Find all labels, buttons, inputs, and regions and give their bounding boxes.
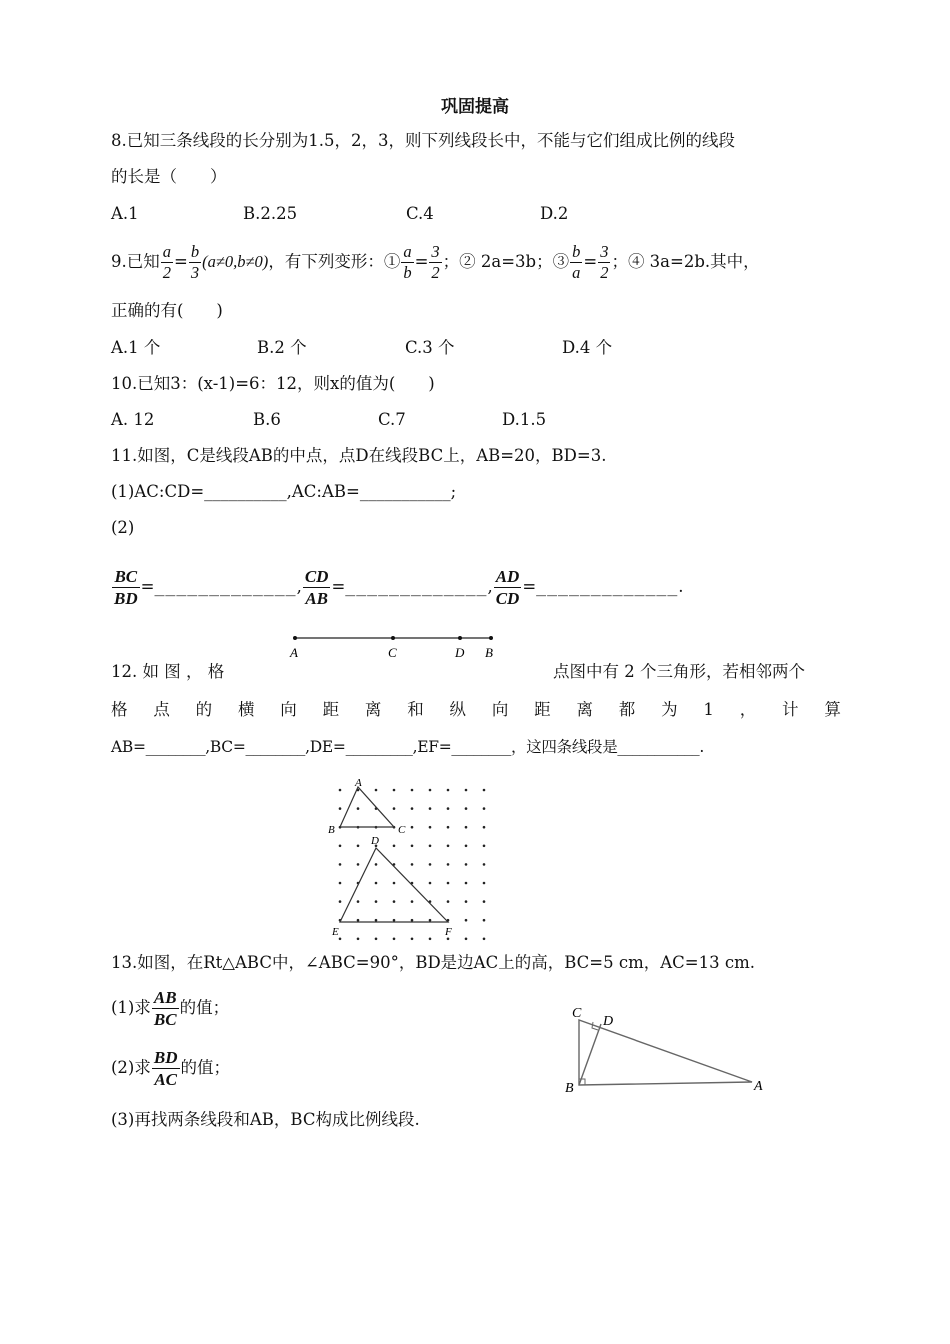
q11-blank-1: _____________ bbox=[154, 577, 297, 596]
q11-frac-ad-cd bbox=[494, 566, 522, 609]
grid-dot bbox=[411, 807, 414, 810]
q11-frac-bc-bd bbox=[112, 566, 140, 609]
q12-w1: 点 bbox=[153, 700, 170, 719]
grid-dot bbox=[483, 919, 486, 922]
q12-w6: 离 bbox=[364, 700, 382, 719]
grid-dot bbox=[483, 938, 486, 941]
q11-end: . bbox=[678, 577, 684, 596]
grid-dot bbox=[429, 845, 432, 848]
q12-w3: 横 bbox=[237, 700, 255, 719]
grid-dot bbox=[483, 900, 486, 903]
grid-dot bbox=[483, 826, 486, 829]
q13-frac-ab-bc-den: BC bbox=[153, 1010, 177, 1029]
q12-w13: 为 bbox=[661, 700, 678, 719]
q11-frac-cd-ab bbox=[303, 566, 331, 609]
grid-dot bbox=[357, 863, 360, 866]
q12-w16: 计 bbox=[782, 700, 799, 719]
q10-option-c: C.7 bbox=[378, 410, 406, 429]
grid-label-b: B bbox=[328, 824, 335, 836]
grid-dot bbox=[429, 807, 432, 810]
grid-dot bbox=[483, 807, 486, 810]
q9-stem-line2: 正确的有( ) bbox=[111, 301, 223, 320]
q11-part2-label: (2) bbox=[111, 518, 135, 537]
grid-dot bbox=[411, 789, 414, 792]
grid-dot bbox=[357, 938, 360, 941]
grid-label-a: A bbox=[355, 777, 362, 789]
grid-dot bbox=[429, 919, 432, 922]
grid-dot bbox=[357, 919, 360, 922]
q11-part2-fractions bbox=[111, 564, 684, 610]
grid-dot bbox=[429, 863, 432, 866]
q9-frac-32-a bbox=[429, 242, 441, 283]
q12-w14: 1 bbox=[703, 700, 714, 719]
q11-part1: (1)AC:CD=__________,AC:AB=___________; bbox=[111, 482, 457, 501]
q11-stem: 11.如图，C是线段AB的中点，点D在线段BC上，AB=20，BD=3. bbox=[111, 446, 607, 465]
q8-stem-line2: 的长是（ ） bbox=[111, 167, 227, 186]
q9-frac-a2 bbox=[161, 242, 173, 283]
q12-line3: AB=________,BC=________,DE=_________,EF=________，这四条线段是___________. bbox=[111, 738, 704, 756]
grid-dot bbox=[447, 900, 450, 903]
q11-frac-cd-ab-num: CD bbox=[304, 567, 329, 586]
grid-dot bbox=[339, 845, 342, 848]
q12-w15: ， bbox=[739, 700, 757, 719]
label-a: A bbox=[290, 645, 298, 660]
tri-label-d: D bbox=[603, 1014, 614, 1029]
grid-dot bbox=[483, 845, 486, 848]
q11-eq-1: = bbox=[140, 577, 155, 596]
grid-dot bbox=[429, 789, 432, 792]
point-b bbox=[489, 636, 493, 640]
q8-option-a: A.1 bbox=[111, 204, 139, 223]
q12-w9: 向 bbox=[491, 700, 509, 719]
grid-dot bbox=[429, 826, 432, 829]
q9-option-a: A.1 个 bbox=[111, 338, 161, 357]
grid-dot bbox=[357, 900, 360, 903]
grid-dot bbox=[339, 863, 342, 866]
grid-dot bbox=[411, 826, 414, 829]
q12-w0: 格 bbox=[111, 700, 128, 719]
q9-stem-line1 bbox=[111, 240, 760, 284]
q9-t3-eq: = bbox=[583, 252, 598, 271]
label-d: D bbox=[455, 645, 465, 660]
q9-eq: = bbox=[174, 252, 188, 271]
grid-dot bbox=[483, 882, 486, 885]
q9-frac-ab-num: a bbox=[403, 242, 412, 261]
q12-w2: 的 bbox=[195, 700, 213, 719]
grid-dot bbox=[447, 807, 450, 810]
q10-option-d: D.1.5 bbox=[502, 410, 547, 429]
q12-w8: 纵 bbox=[449, 700, 466, 719]
q12-w5: 距 bbox=[322, 700, 340, 719]
grid-dot bbox=[375, 938, 378, 941]
q9-frac-32-b-den: 2 bbox=[600, 263, 609, 282]
q9-frac-a2-den: 2 bbox=[162, 263, 171, 282]
q9-frac-ab-den: b bbox=[403, 263, 412, 282]
grid-dot bbox=[447, 826, 450, 829]
q13-part2 bbox=[111, 1046, 230, 1090]
grid-dot bbox=[339, 882, 342, 885]
grid-dot bbox=[465, 807, 468, 810]
q9-prefix: 9.已知 bbox=[111, 252, 160, 271]
grid-dot bbox=[465, 882, 468, 885]
triangle-abc bbox=[340, 787, 394, 827]
q13-part3: (3)再找两条线段和AB，BC构成比例线段. bbox=[111, 1110, 420, 1129]
q11-blank-2: _____________ bbox=[345, 577, 488, 596]
q9-t4: ；④ 3a=2b.其中， bbox=[611, 252, 760, 271]
grid-dot bbox=[465, 919, 468, 922]
grid-dot bbox=[411, 900, 414, 903]
grid-dot bbox=[393, 919, 396, 922]
point-d bbox=[458, 636, 462, 640]
grid-dot bbox=[429, 882, 432, 885]
q8-stem-line1: 8.已知三条线段的长分别为1.5，2，3，则下列线段长中，不能与它们组成比例的线段 bbox=[111, 131, 735, 150]
q12-w10: 距 bbox=[534, 700, 551, 719]
q10-option-b: B.6 bbox=[253, 410, 281, 429]
q9-frac-b3-num: b bbox=[190, 242, 200, 261]
grid-dot bbox=[393, 882, 396, 885]
grid-dot bbox=[393, 845, 396, 848]
q11-frac-bc-bd-num: BC bbox=[112, 566, 140, 588]
grid-dot bbox=[465, 845, 468, 848]
grid-label-c: C bbox=[398, 824, 406, 836]
point-a bbox=[293, 636, 297, 640]
q9-frac-ba-den: a bbox=[572, 263, 581, 282]
q8-option-b: B.2.25 bbox=[243, 204, 298, 223]
q9-option-c: C.3 个 bbox=[405, 338, 455, 357]
q11-frac-bc-bd-den: BD bbox=[114, 589, 138, 608]
q9-frac-ba bbox=[570, 242, 582, 283]
grid-dot bbox=[411, 919, 414, 922]
grid-dot bbox=[339, 807, 342, 810]
grid-dot bbox=[393, 789, 396, 792]
q10-option-a: A. 12 bbox=[111, 410, 155, 429]
q8-option-d: D.2 bbox=[540, 204, 569, 223]
grid-dot bbox=[393, 807, 396, 810]
grid-dot bbox=[465, 938, 468, 941]
grid-dot bbox=[447, 863, 450, 866]
tri-label-b: B bbox=[565, 1081, 574, 1096]
grid-dot bbox=[447, 882, 450, 885]
point-c bbox=[391, 636, 395, 640]
grid-dot bbox=[411, 863, 414, 866]
q11-sep-1: , bbox=[296, 577, 302, 596]
grid-dot bbox=[375, 863, 378, 866]
label-b: B bbox=[485, 645, 493, 660]
q11-segment-figure bbox=[280, 628, 510, 662]
q11-frac-ad-cd-num: AD bbox=[495, 567, 520, 586]
grid-dot bbox=[465, 826, 468, 829]
q10-stem: 10.已知3：(x-1)=6：12，则x的值为( ) bbox=[111, 374, 435, 393]
grid-dot bbox=[339, 900, 342, 903]
q9-condition: (a≠0,b≠0) bbox=[202, 252, 269, 271]
q11-sep-2: , bbox=[487, 577, 493, 596]
grid-dot bbox=[483, 789, 486, 792]
q13-p1-suffix: 的值； bbox=[179, 998, 230, 1017]
q13-p1-prefix: (1)求 bbox=[111, 998, 151, 1017]
q9-frac-32-b-num: 3 bbox=[600, 242, 609, 261]
triangle-def bbox=[340, 848, 448, 922]
grid-dot bbox=[375, 789, 378, 792]
q9-option-d: D.4 个 bbox=[562, 338, 613, 357]
tri-label-c: C bbox=[572, 1006, 582, 1021]
q11-blank-3: _____________ bbox=[536, 577, 679, 596]
grid-dot bbox=[357, 807, 360, 810]
grid-dot bbox=[411, 845, 414, 848]
label-c: C bbox=[388, 645, 397, 660]
q13-frac-bd-ac-num: BD bbox=[153, 1048, 178, 1067]
grid-dot bbox=[393, 938, 396, 941]
grid-dot bbox=[375, 882, 378, 885]
grid-dot bbox=[393, 900, 396, 903]
q11-eq-2: = bbox=[331, 577, 346, 596]
grid-dot bbox=[465, 789, 468, 792]
q13-part1 bbox=[111, 986, 229, 1030]
q13-frac-bd-ac-den: AC bbox=[154, 1070, 178, 1089]
grid-dot bbox=[411, 938, 414, 941]
grid-dot bbox=[357, 845, 360, 848]
q9-frac-ab bbox=[401, 242, 413, 283]
q9-t1-eq: = bbox=[414, 252, 429, 271]
grid-label-f: F bbox=[445, 926, 452, 938]
q9-frac-b3 bbox=[189, 242, 201, 283]
q9-frac-b3-den: 3 bbox=[190, 263, 200, 282]
grid-dot bbox=[339, 789, 342, 792]
grid-dot bbox=[339, 938, 342, 941]
grid-label-e: E bbox=[332, 926, 339, 938]
grid-dot bbox=[483, 863, 486, 866]
grid-dot bbox=[465, 863, 468, 866]
q12-grid-figure bbox=[320, 776, 500, 948]
q9-option-b: B.2 个 bbox=[257, 338, 307, 357]
grid-dot bbox=[375, 900, 378, 903]
grid-dots bbox=[339, 789, 486, 940]
q11-eq-3: = bbox=[522, 577, 537, 596]
q9-frac-32-a-num: 3 bbox=[431, 242, 440, 261]
q12-line1-right: 点图中有 2 个三角形，若相邻两个 bbox=[553, 662, 805, 681]
q12-line2 bbox=[111, 699, 841, 721]
q12-w17: 算 bbox=[824, 700, 841, 719]
altitude-bd bbox=[579, 1024, 601, 1085]
q8-option-c: C.4 bbox=[406, 204, 434, 223]
q12-w12: 都 bbox=[618, 700, 636, 719]
q9-frac-a2-num: a bbox=[162, 242, 171, 261]
q13-frac-bd-ac bbox=[152, 1047, 180, 1090]
q9-frac-32-b bbox=[598, 242, 610, 283]
triangle-abc-right bbox=[579, 1020, 752, 1085]
q12-w4: 向 bbox=[280, 700, 297, 719]
grid-label-d: D bbox=[371, 835, 379, 847]
q12-w7: 和 bbox=[407, 700, 424, 719]
q12-w11: 离 bbox=[576, 700, 593, 719]
q11-frac-cd-ab-den: AB bbox=[305, 589, 328, 608]
grid-dot bbox=[429, 938, 432, 941]
q13-triangle-figure bbox=[560, 1000, 780, 1100]
q9-frac-32-a-den: 2 bbox=[431, 263, 440, 282]
grid-dot bbox=[447, 789, 450, 792]
q12-line1-left: 12. 如 图 ， 格 bbox=[111, 662, 225, 681]
q9-t2: ；② 2a=3b；③ bbox=[442, 252, 570, 271]
q13-p2-prefix: (2)求 bbox=[111, 1058, 151, 1077]
section-title: 巩固提高 bbox=[441, 97, 509, 117]
q9-mid: ，有下列变形：① bbox=[268, 252, 401, 271]
grid-dot bbox=[465, 900, 468, 903]
grid-dot bbox=[447, 845, 450, 848]
q13-stem: 13.如图，在Rt△ABC中，∠ABC=90°，BD是边AC上的高，BC=5 cm，AC=13 cm. bbox=[111, 953, 755, 972]
q9-frac-ba-num: b bbox=[572, 242, 581, 261]
tri-label-a: A bbox=[754, 1079, 763, 1094]
q13-frac-ab-bc bbox=[152, 987, 179, 1030]
grid-dot bbox=[375, 919, 378, 922]
q13-frac-ab-bc-num: AB bbox=[153, 988, 177, 1007]
q13-p2-suffix: 的值； bbox=[180, 1058, 230, 1077]
q11-frac-ad-cd-den: CD bbox=[495, 589, 520, 608]
